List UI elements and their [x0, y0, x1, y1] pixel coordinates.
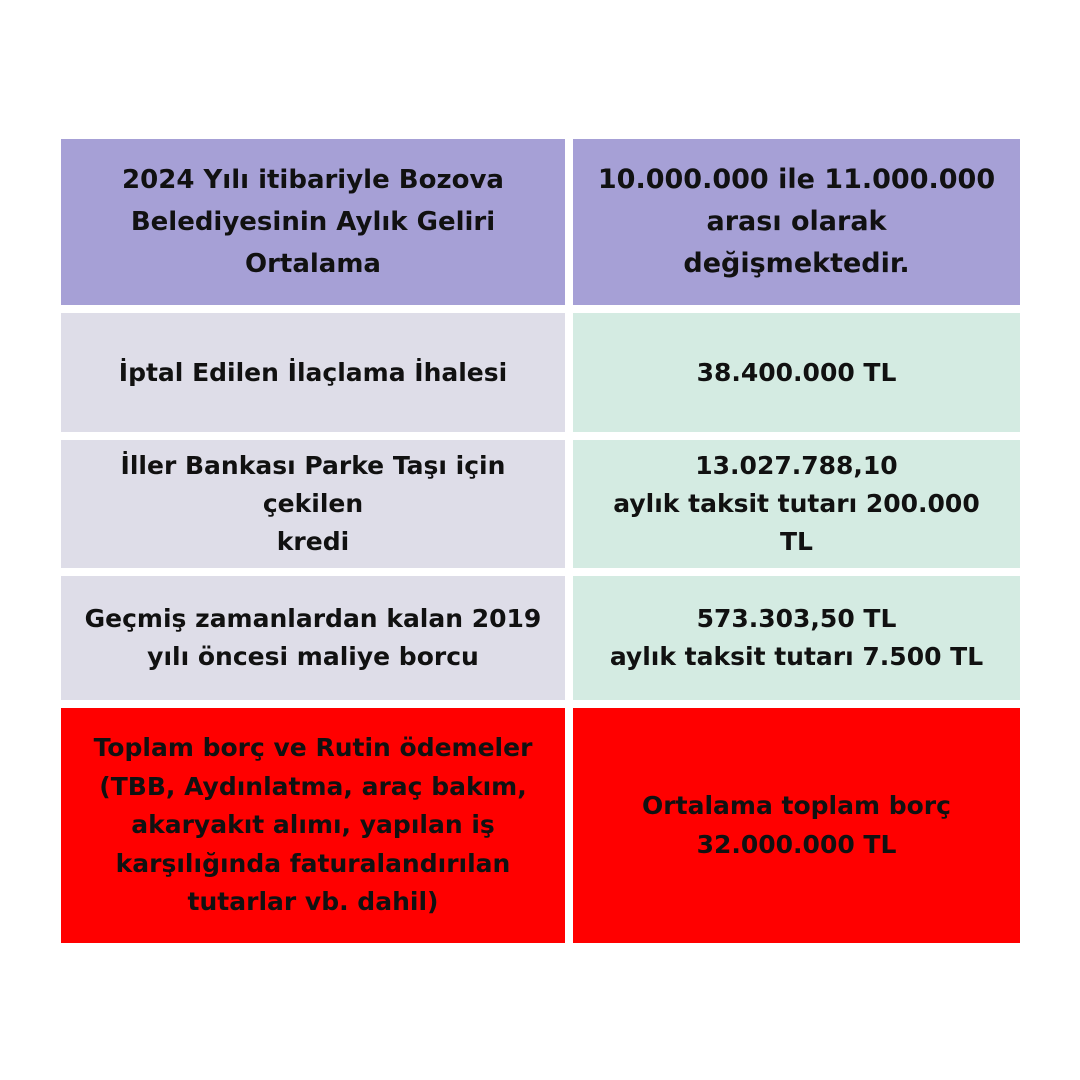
row-5-label-line: karşılığında faturalandırılan	[115, 848, 511, 878]
row-5-label-line: akaryakıt alımı, yapılan iş	[131, 810, 495, 840]
row-1-value-line: 10.000.000 ile 11.000.000	[597, 164, 996, 195]
row-3-value-line: 13.027.788,10	[695, 451, 898, 480]
row-1-label-cell	[61, 139, 565, 305]
row-4-value-line: aylık taksit tutarı 7.500 TL	[609, 642, 984, 671]
row-4-value-cell	[573, 576, 1020, 700]
row-1-value-cell	[573, 139, 1020, 305]
debt-income-table	[61, 139, 1020, 943]
row-4-label-line: Geçmiş zamanlardan kalan 2019	[84, 604, 542, 633]
row-5-label-line: Toplam borç ve Rutin ödemeler	[93, 733, 533, 763]
row-5-label-cell	[61, 708, 565, 943]
row-4-label-line: yılı öncesi maliye borcu	[147, 642, 479, 671]
row-3-value-cell	[573, 440, 1020, 568]
row-2-label-line: İptal Edilen İlaçlama İhalesi	[118, 357, 508, 387]
row-3-label-cell	[61, 440, 565, 568]
row-4-label-cell	[61, 576, 565, 700]
row-5-label-line: tutarlar vb. dahil)	[187, 887, 439, 917]
row-1-label-line: 2024 Yılı itibariyle Bozova	[122, 165, 504, 195]
row-1-label-line: Ortalama	[244, 249, 381, 279]
row-2-value-cell	[573, 313, 1020, 432]
row-5-value-line: Ortalama toplam borç	[642, 791, 951, 820]
row-3-label-line: İller Bankası Parke Taşı için çekilen	[120, 451, 506, 518]
row-5-value-cell	[573, 708, 1020, 943]
row-3-value-line: aylık taksit tutarı 200.000 TL	[613, 489, 980, 556]
row-2-value-line: 38.400.000 TL	[696, 357, 897, 387]
row-3-label-line: kredi	[276, 527, 350, 556]
row-5-value-line: 32.000.000 TL	[696, 829, 897, 859]
row-4-value-line: 573.303,50 TL	[696, 604, 897, 633]
row-1-value-line: arası olarak değişmektedir.	[683, 206, 910, 279]
row-1-label-line: Belediyesinin Aylık Geliri	[130, 207, 496, 237]
row-5-label-line: (TBB, Aydınlatma, araç bakım,	[99, 771, 527, 801]
row-2-label-cell	[61, 313, 565, 432]
